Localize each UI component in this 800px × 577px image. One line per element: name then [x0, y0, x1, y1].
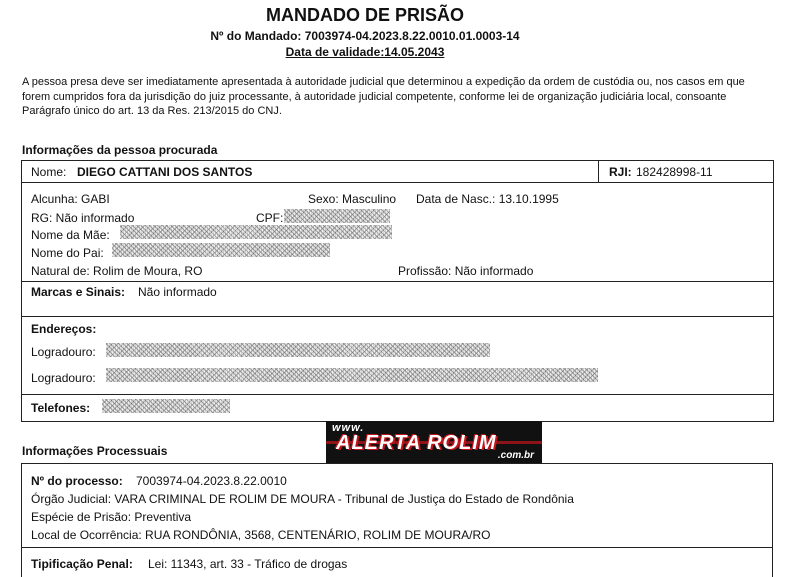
cpf-label: CPF:	[256, 211, 284, 225]
logo-brand: ALERTA ROLIM	[336, 432, 497, 454]
validity-date: Data de validade:14.05.2043	[285, 45, 445, 59]
birthplace: Natural de: Rolim de Moura, RO	[31, 264, 203, 278]
phones-redacted	[102, 399, 230, 413]
mother-name-label: Nome da Mãe:	[31, 228, 110, 242]
process-number-label: Nº do processo:	[31, 474, 123, 488]
father-name-redacted	[112, 243, 330, 257]
arrest-type: Espécie de Prisão: Preventiva	[31, 510, 192, 524]
name-rji-divider	[598, 161, 599, 182]
marks-label: Marcas e Sinais:	[31, 285, 126, 299]
occurrence-location: Local de Ocorrência: RUA RONDÔNIA, 3568, CENTENÁRIO, ROLIM DE MOURA/RO	[31, 528, 491, 542]
mother-name-redacted	[120, 225, 392, 239]
warrant-number: Nº do Mandado: 7003974-04.2023.8.22.0010.01.0003-14	[210, 29, 520, 43]
street-redacted	[106, 368, 598, 382]
penal-classification-value: Lei: 11343, art. 33 - Tráfico de drogas	[148, 557, 348, 571]
alerta-rolim-watermark-logo	[326, 421, 542, 463]
row-divider	[22, 182, 773, 183]
street-label: Logradouro:	[31, 371, 96, 385]
person-section-heading: Informações da pessoa procurada	[22, 143, 218, 157]
penal-classification-label: Tipificação Penal:	[31, 557, 133, 571]
alias: Alcunha: GABI	[31, 192, 110, 206]
process-section-heading: Informações Processuais	[22, 444, 168, 458]
name-value: DIEGO CATTANI DOS SANTOS	[77, 165, 253, 179]
rg: RG: Não informado	[31, 211, 135, 225]
intro-paragraph: A pessoa presa deve ser imediatamente apresentada à autoridade judicial que determinou a expedição da ordem de custódia ou, nos casos em que forem cumpridos fora da jurisdição do juiz processante, à autoridade judicial competente, conforme lei de organização judiciária local, consoante Parágrafo único do art. 13 da Res. 213/2015 do CNJ.	[22, 76, 745, 117]
row-divider	[22, 547, 772, 548]
rji-value: 182428998-11	[636, 165, 713, 179]
profession: Profissão: Não informado	[398, 264, 534, 278]
row-divider	[22, 316, 773, 317]
marks-value: Não informado	[138, 285, 217, 299]
father-name-label: Nome do Pai:	[31, 246, 104, 260]
street-label: Logradouro:	[31, 345, 96, 359]
document-title: MANDADO DE PRISÃO	[265, 5, 464, 25]
name-label: Nome:	[31, 165, 67, 179]
cpf-redacted	[284, 209, 390, 223]
addresses-label: Endereços:	[31, 322, 97, 336]
street-redacted	[106, 343, 490, 357]
logo-tld: .com.br	[497, 450, 534, 461]
judicial-body: Órgão Judicial: VARA CRIMINAL DE ROLIM DE MOURA - Tribunal de Justiça do Estado de Rondônia	[31, 492, 574, 506]
phones-label: Telefones:	[31, 401, 91, 415]
sex: Sexo: Masculino	[308, 192, 397, 206]
process-info-box	[21, 463, 773, 577]
row-divider	[22, 281, 773, 282]
logo-www: www.	[332, 422, 365, 434]
process-number-value: 7003974-04.2023.8.22.0010	[136, 474, 287, 488]
birth-date: Data de Nasc.: 13.10.1995	[416, 192, 559, 206]
rji-label: RJI:	[609, 165, 632, 179]
row-divider	[22, 394, 773, 395]
person-info-box	[21, 160, 774, 422]
